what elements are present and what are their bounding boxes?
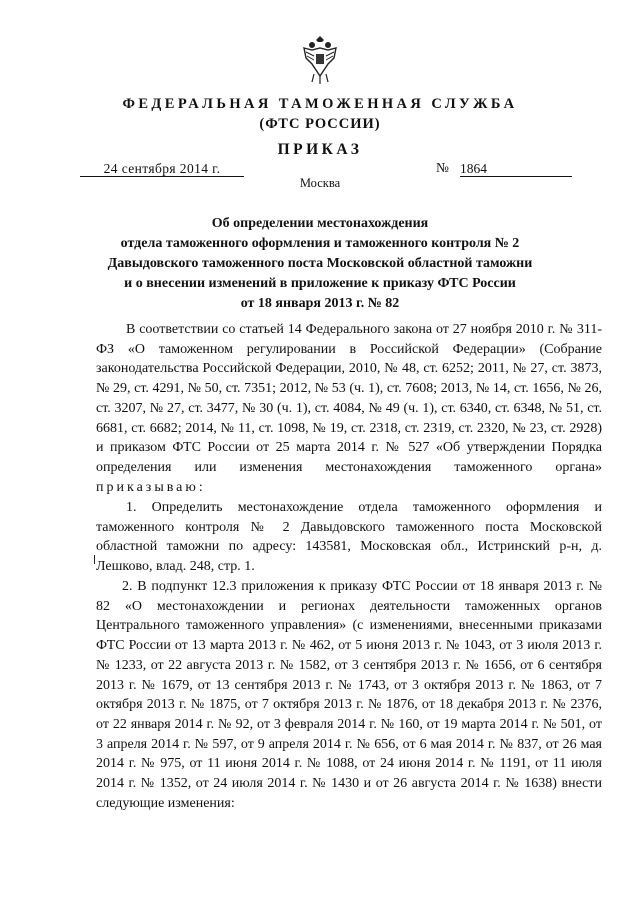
order-word: приказываю: xyxy=(96,479,206,495)
title-line: Об определении местонахождения xyxy=(211,216,429,231)
margin-mark xyxy=(94,555,95,564)
title-line: отдела таможенного оформления и таможенного контроля № 2 xyxy=(120,236,520,251)
agency-name: ФЕДЕРАЛЬНАЯ ТАМОЖЕННАЯ СЛУЖБА xyxy=(122,96,518,112)
agency-short-name: (ФТС РОССИИ) xyxy=(259,116,381,132)
order-date: 24 сентября 2014 г. xyxy=(80,161,244,177)
coat-of-arms-icon xyxy=(302,34,338,86)
title-line: Давыдовского таможенного поста Московской областной таможни xyxy=(107,256,533,271)
preamble-paragraph xyxy=(96,320,602,497)
preamble-text: В соответствии со статьей 14 Федерального закона от 27 ноября 2010 г. № 311-ФЗ «О таможенном регулировании в Российской Федерации» (Собрание законодательства Российской Федерации, 2010, № 48, ст. 6252; 2011, № 27, ст. 3873, № 29, ст. 4291, № 50, ст. 7351; 2012, № 53 (ч. 1), ст. 7608; 2013, № 14, ст. 1656, № 26, ст. 3207, № 27, ст. 3477, № 30 (ч. 1), ст. 4084, № 49 (ч. 1), ст. 6340, ст. 6348, № 51, ст. 6681, ст. 6682; 2014, № 11, ст. 1098, № 19, ст. 2318, ст. 2319, ст. 2320, № 23, ст. 2928) и приказом ФТС России от 25 марта 2014 г. № 527 «Об утверждении Порядка определения или изменения местонахождения таможенного органа» xyxy=(96,322,602,475)
title-line: и о внесении изменений в приложение к приказу ФТС России xyxy=(124,276,516,291)
document-title xyxy=(0,214,640,314)
document-type: ПРИКАЗ xyxy=(277,141,363,158)
clause-2: 2. В подпункт 12.3 приложения к приказу ФТС России от 18 января 2013 г. № 82 «О местонахождении и регионах деятельности таможенных органов Центрального таможенного управления» (с изменениями, внесенными приказами ФТС России от 13 марта 2013 г. № 462, от 5 июня 2013 г. № 1043, от 3 июля 2013 г. № 1233, от 22 августа 2013 г. № 1582, от 3 сентября 2013 г. № 1656, от 6 сентября 2013 г. № 1679, от 13 сентября 2013 г. № 1743, от 3 октября 2013 г. № 1863, от 7 октября 2013 г. № 1875, от 7 октября 2013 г. № 1876, от 18 декабря 2013 г. № 2376, от 22 января 2014 г. № 92, от 3 февраля 2014 г. № 160, от 19 марта 2014 г. № 501, от 3 апреля 2014 г. № 597, от 9 апреля 2014 г. № 656, от 6 мая 2014 г. № 837, от 26 мая 2014 г. № 975, от 11 июня 2014 г. № 1088, от 24 июня 2014 г. № 1191, от 11 июля 2014 г. № 1352, от 24 июля 2014 г. № 1430 и от 26 августа 2014 г. № 1638) внести следующие изменения: xyxy=(96,579,602,811)
order-number-label: № xyxy=(436,160,449,175)
order-number: 1864 xyxy=(460,161,572,177)
clause-1: 1. Определить местонахождение отдела таможенного оформления и таможенного контроля № 2 Давыдовского таможенного поста Московской областной таможни по адресу: 143581, Московская обл., Истринский р-н, д. Лешково, влад. 248, стр. 1. xyxy=(96,500,602,575)
city: Москва xyxy=(299,176,341,190)
title-line: от 18 января 2013 г. № 82 xyxy=(240,296,400,311)
